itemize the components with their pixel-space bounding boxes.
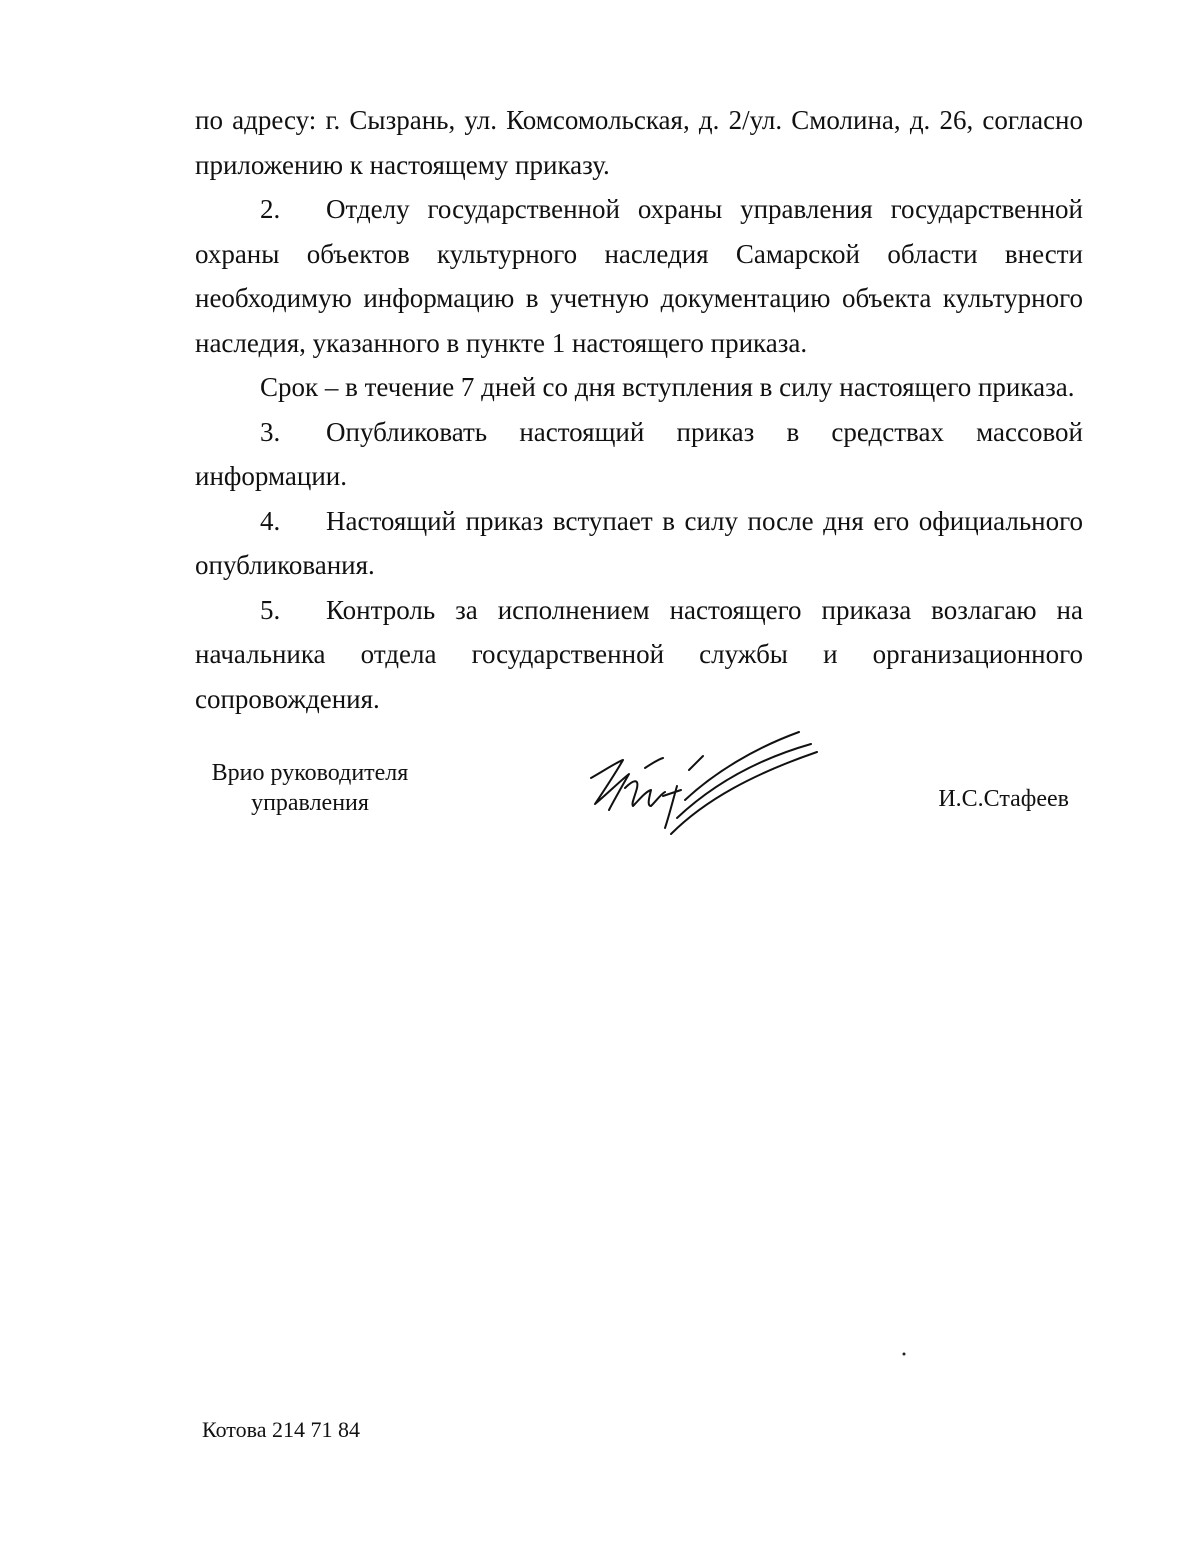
paragraph-number: 4. xyxy=(260,505,281,536)
document-body xyxy=(195,98,1083,721)
paragraph-text: Контроль за исполнением настоящего приказа возлагаю на начальника отдела государственной службы и организационного сопровождения. xyxy=(195,594,1083,714)
paragraph-text: Срок – в течение 7 дней со дня вступления в силу настоящего приказа. xyxy=(260,372,1075,402)
scan-speck xyxy=(902,1352,906,1356)
paragraph-item-3 xyxy=(195,410,1083,499)
paragraph-item-5 xyxy=(195,588,1083,722)
signatory-position xyxy=(205,758,415,818)
signature-block xyxy=(195,754,1083,854)
paragraph-number: 3. xyxy=(260,416,281,447)
paragraph-text: Опубликовать настоящий приказ в средствах массовой информации. xyxy=(195,416,1083,491)
paragraph-text: Настоящий приказ вступает в силу после дня его официального опубликования. xyxy=(195,505,1083,580)
paragraph-deadline xyxy=(195,365,1083,410)
paragraph-item-2 xyxy=(195,187,1083,365)
paragraph-text: Отделу государственной охраны управления государственной охраны объектов культурного наследия Самарской области внести необходимую информацию в учетную документацию объекта культурного наследия, указанного в пункте 1 настоящего приказа. xyxy=(195,194,1083,358)
signatory-position-line: Врио руководителя xyxy=(211,760,409,786)
paragraph-number: 5. xyxy=(260,594,281,625)
handwritten-signature xyxy=(585,730,820,840)
paragraph-address-continuation xyxy=(195,98,1083,187)
signatory-position-line: управления xyxy=(251,790,369,816)
paragraph-item-4 xyxy=(195,499,1083,588)
executor-contact: Котова 214 71 84 xyxy=(202,1417,360,1442)
signatory-name: И.С.Стафеев xyxy=(938,786,1069,812)
paragraph-number: 2. xyxy=(260,194,281,224)
paragraph-text: по адресу: г. Сызрань, ул. Комсомольская, д. 2/ул. Смолина, д. 26, согласно приложению к настоящему приказу. xyxy=(195,105,1083,180)
